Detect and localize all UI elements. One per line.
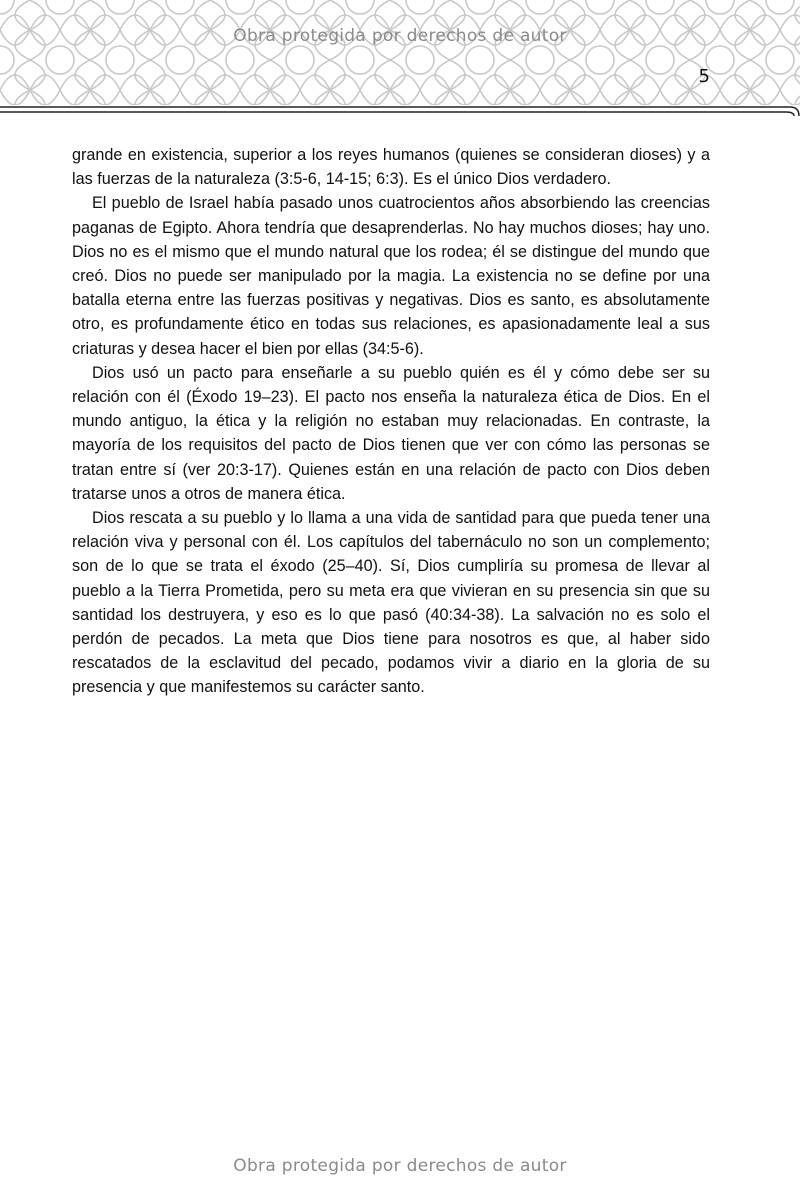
watermark-bottom: Obra protegida por derechos de autor: [233, 1156, 567, 1176]
header-decorative-pattern: [0, 0, 800, 105]
page-number: 5: [698, 66, 710, 87]
paragraph-2: El pueblo de Israel había pasado unos cuatrocientos años absorbiendo las creencias paganas de Egipto. Ahora tendría que desaprenderlas. No hay muchos dioses; hay uno. Dios no es el mismo que el mundo natural que los rodea; él se distingue del mundo que creó. Dios no puede ser manipulado por la magia. La existencia no se define por una batalla eterna entre las fuerzas positivas y negativas. Dios es santo, es absolutamente otro, es profundamente ético en todas sus relaciones, es apasionadamente leal a sus criaturas y desea hacer el bien por ellas (34:5-6).: [72, 194, 710, 358]
body-text: [72, 143, 710, 700]
paragraph-1: grande en existencia, superior a los reyes humanos (quienes se consideran dioses) y a las fuerzas de la naturaleza (3:5-6, 14-15; 6:3). Es el único Dios verdadero.: [72, 146, 710, 189]
paragraph-4: Dios rescata a su pueblo y lo llama a una vida de santidad para que pueda tener una relación viva y personal con él. Los capítulos del tabernáculo no son un complemento; son de lo que se trata el éxodo (25–40). Sí, Dios cumpliría su promesa de llevar al pueblo a la Tierra Prometida, pero su meta era que vivieran en su presencia sin que su santidad los destruyera, y eso es lo que pasó (40:34-38). La salvación no es solo el perdón de pecados. La meta que Dios tiene para nosotros es que, al haber sido rescatados de la esclavitud del pecado, podamos vivir a diario en la gloria de su presencia y que manifestemos su carácter santo.: [72, 509, 710, 697]
paragraph-3: Dios usó un pacto para enseñarle a su pueblo quién es él y cómo debe ser su relación con él (Éxodo 19–23). El pacto nos enseña la naturaleza ética de Dios. En el mundo antiguo, la ética y la religión no estaban muy relacionadas. En contraste, la mayoría de los requisitos del pacto de Dios tienen que ver con cómo las personas se tratan entre sí (ver 20:3-17). Quienes están en una relación de pacto con Dios deben tratarse unos a otros de manera ética.: [72, 363, 710, 503]
header-rule: [0, 103, 800, 113]
watermark-top: Obra protegida por derechos de autor: [233, 26, 567, 46]
